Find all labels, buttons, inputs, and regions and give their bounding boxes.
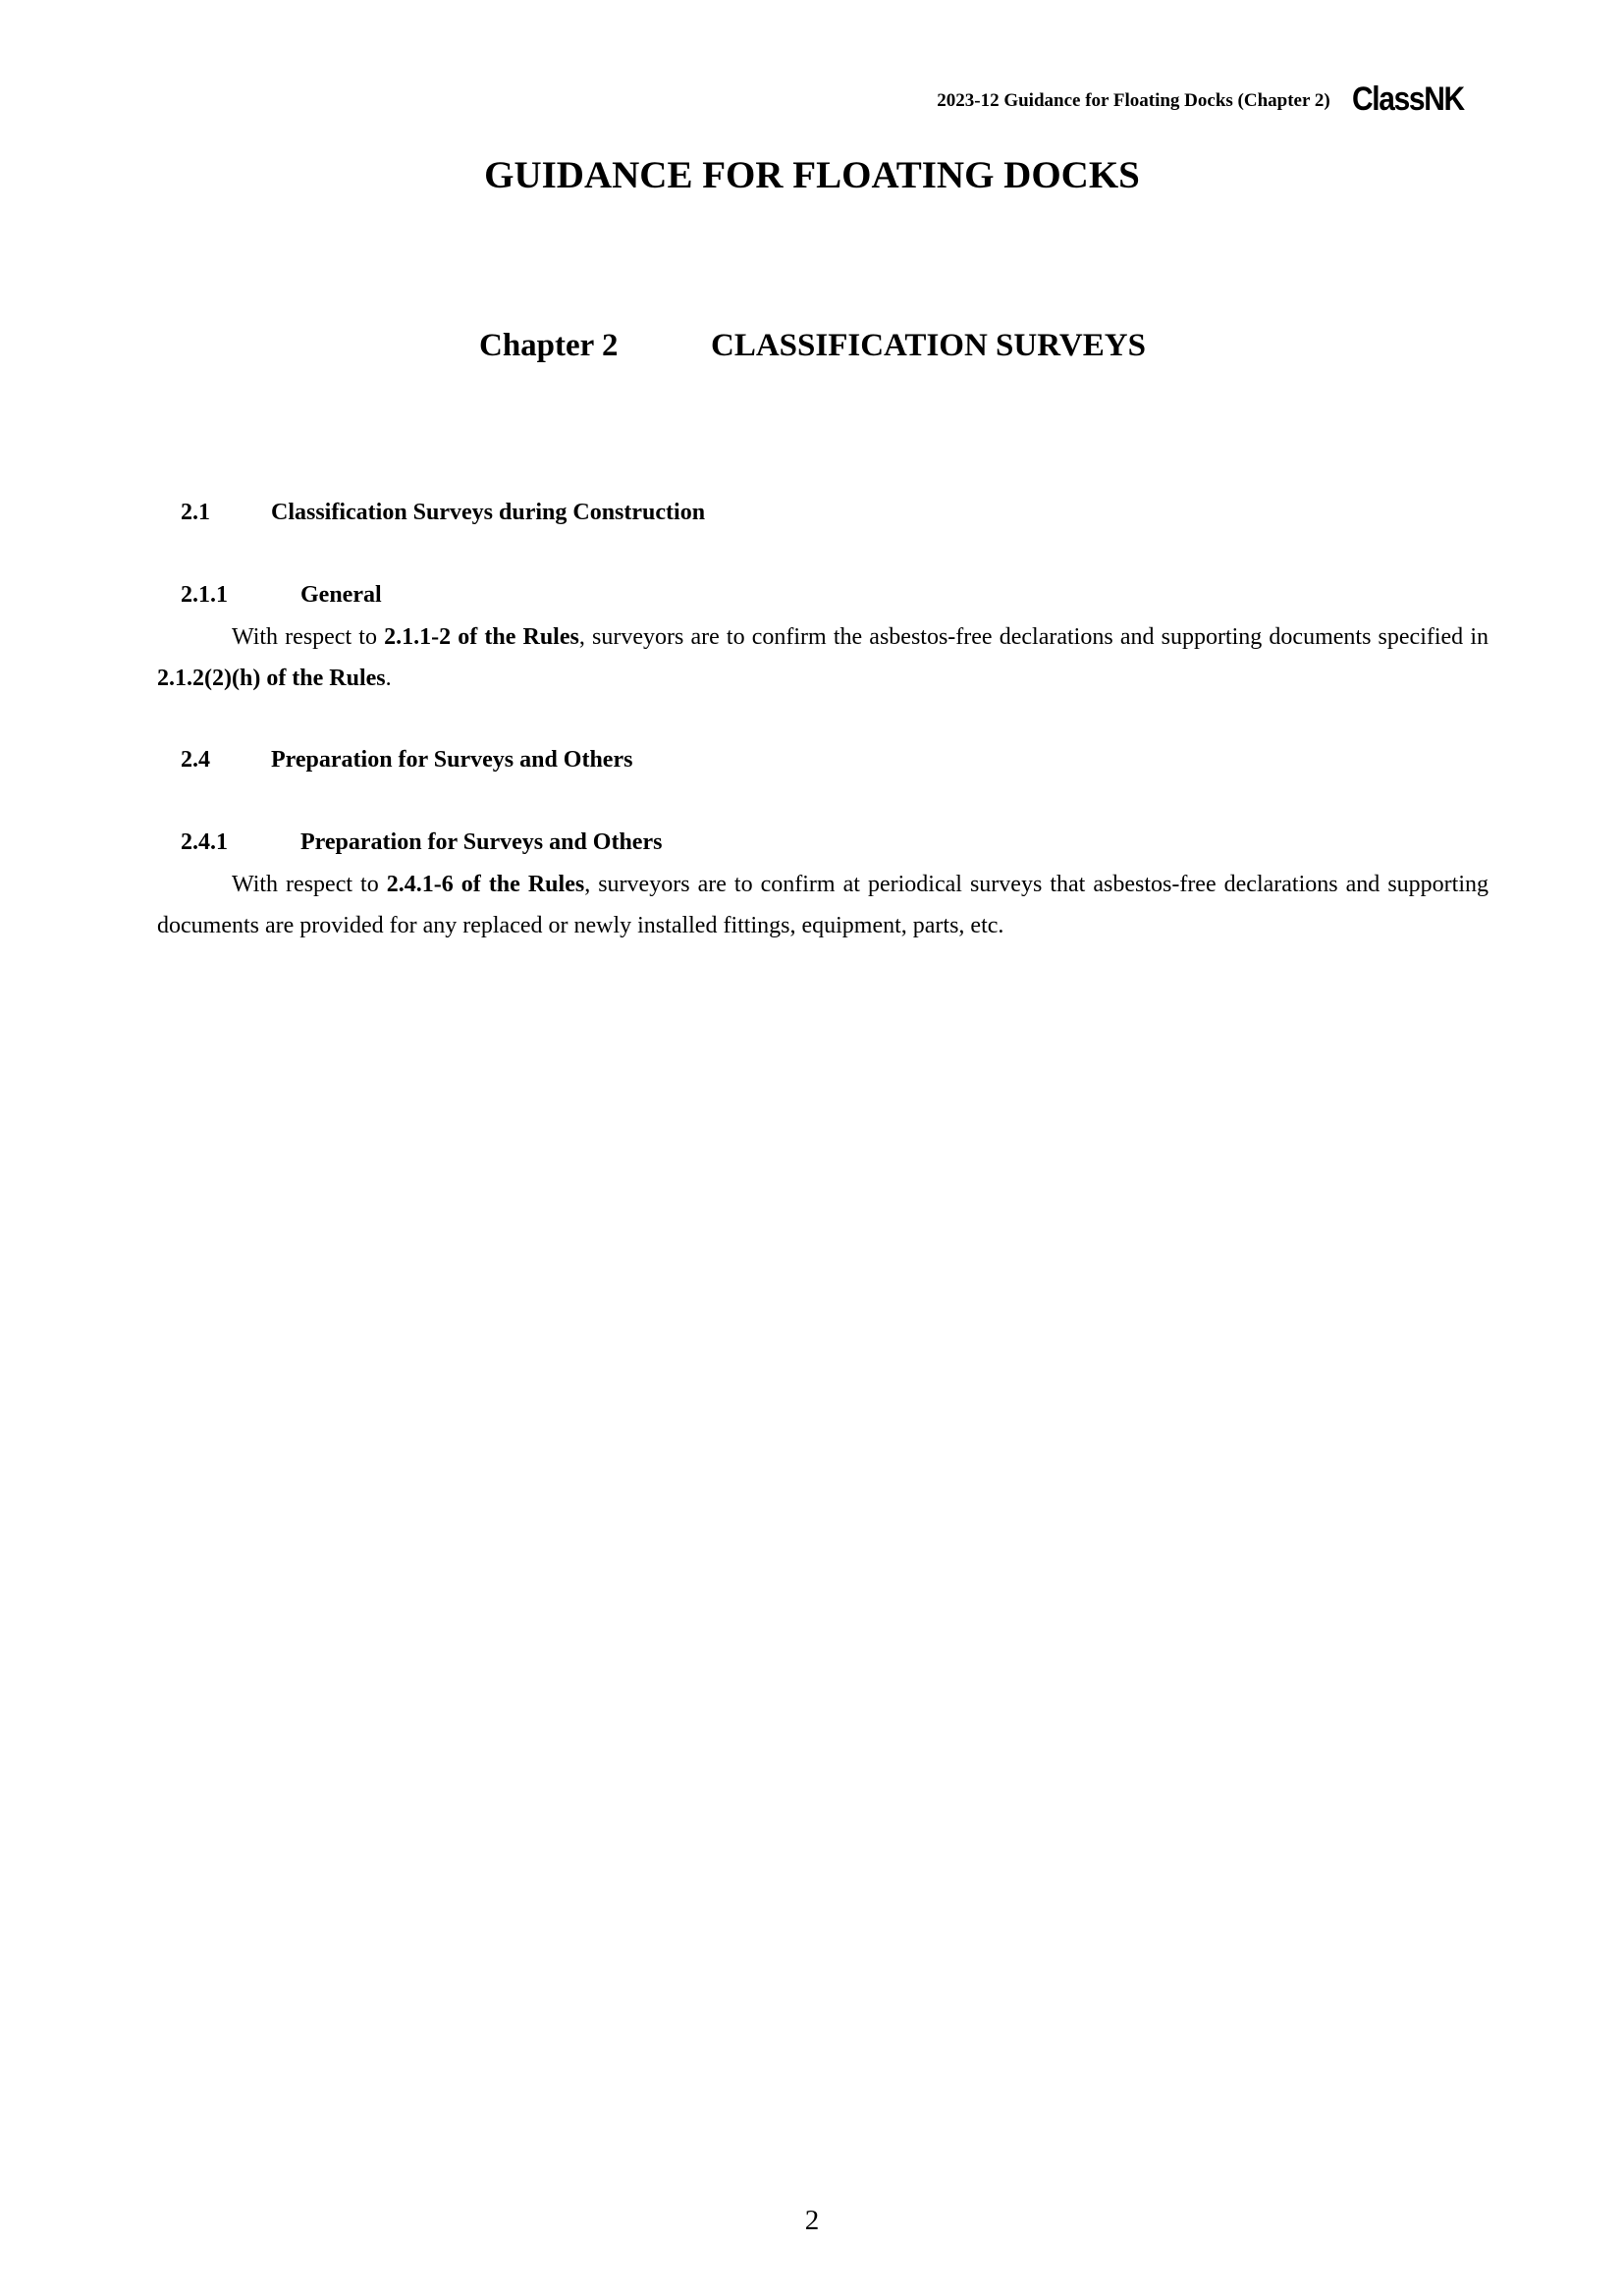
rule-reference: 2.1.2(2)(h) of the Rules bbox=[157, 666, 386, 691]
section-title: General bbox=[300, 582, 382, 608]
classnk-logo: ClassNK bbox=[1351, 80, 1464, 118]
section-number: 2.1 bbox=[181, 500, 210, 525]
document-title: GUIDANCE FOR FLOATING DOCKS bbox=[484, 154, 1140, 196]
rule-reference: 2.4.1-6 of the Rules bbox=[386, 872, 585, 897]
section-title: Classification Surveys during Construction bbox=[271, 500, 706, 525]
page-number: 2 bbox=[804, 2205, 820, 2236]
section-title: Preparation for Surveys and Others bbox=[300, 829, 663, 855]
running-header bbox=[937, 82, 1479, 116]
section-number: 2.4 bbox=[181, 747, 210, 773]
section-title: Preparation for Surveys and Others bbox=[271, 747, 633, 773]
chapter-number: Chapter 2 bbox=[479, 328, 619, 363]
paragraph-text: With respect to bbox=[232, 624, 385, 650]
paragraph-text: With respect to bbox=[232, 872, 387, 897]
paragraph-2-4-1 bbox=[157, 864, 1489, 946]
section-number: 2.4.1 bbox=[181, 829, 228, 855]
paragraph-2-1-1 bbox=[157, 616, 1489, 699]
paragraph-text: . bbox=[385, 666, 392, 691]
paragraph-text: , surveyors are to confirm at periodical surveys that asbestos-free declarations and supporting documents are provided for any replaced or newly installed fittings, equipment, parts, etc. bbox=[157, 872, 1489, 938]
chapter-title: CLASSIFICATION SURVEYS bbox=[711, 328, 1146, 363]
rule-reference: 2.1.1-2 of the Rules bbox=[384, 624, 579, 650]
running-header-title: 2023-12 Guidance for Floating Docks (Chapter 2) bbox=[937, 90, 1330, 111]
paragraph-text: , surveyors are to confirm the asbestos-free declarations and supporting documents specified in bbox=[578, 624, 1489, 650]
chapter-heading bbox=[479, 327, 1146, 366]
section-number: 2.1.1 bbox=[181, 582, 228, 608]
